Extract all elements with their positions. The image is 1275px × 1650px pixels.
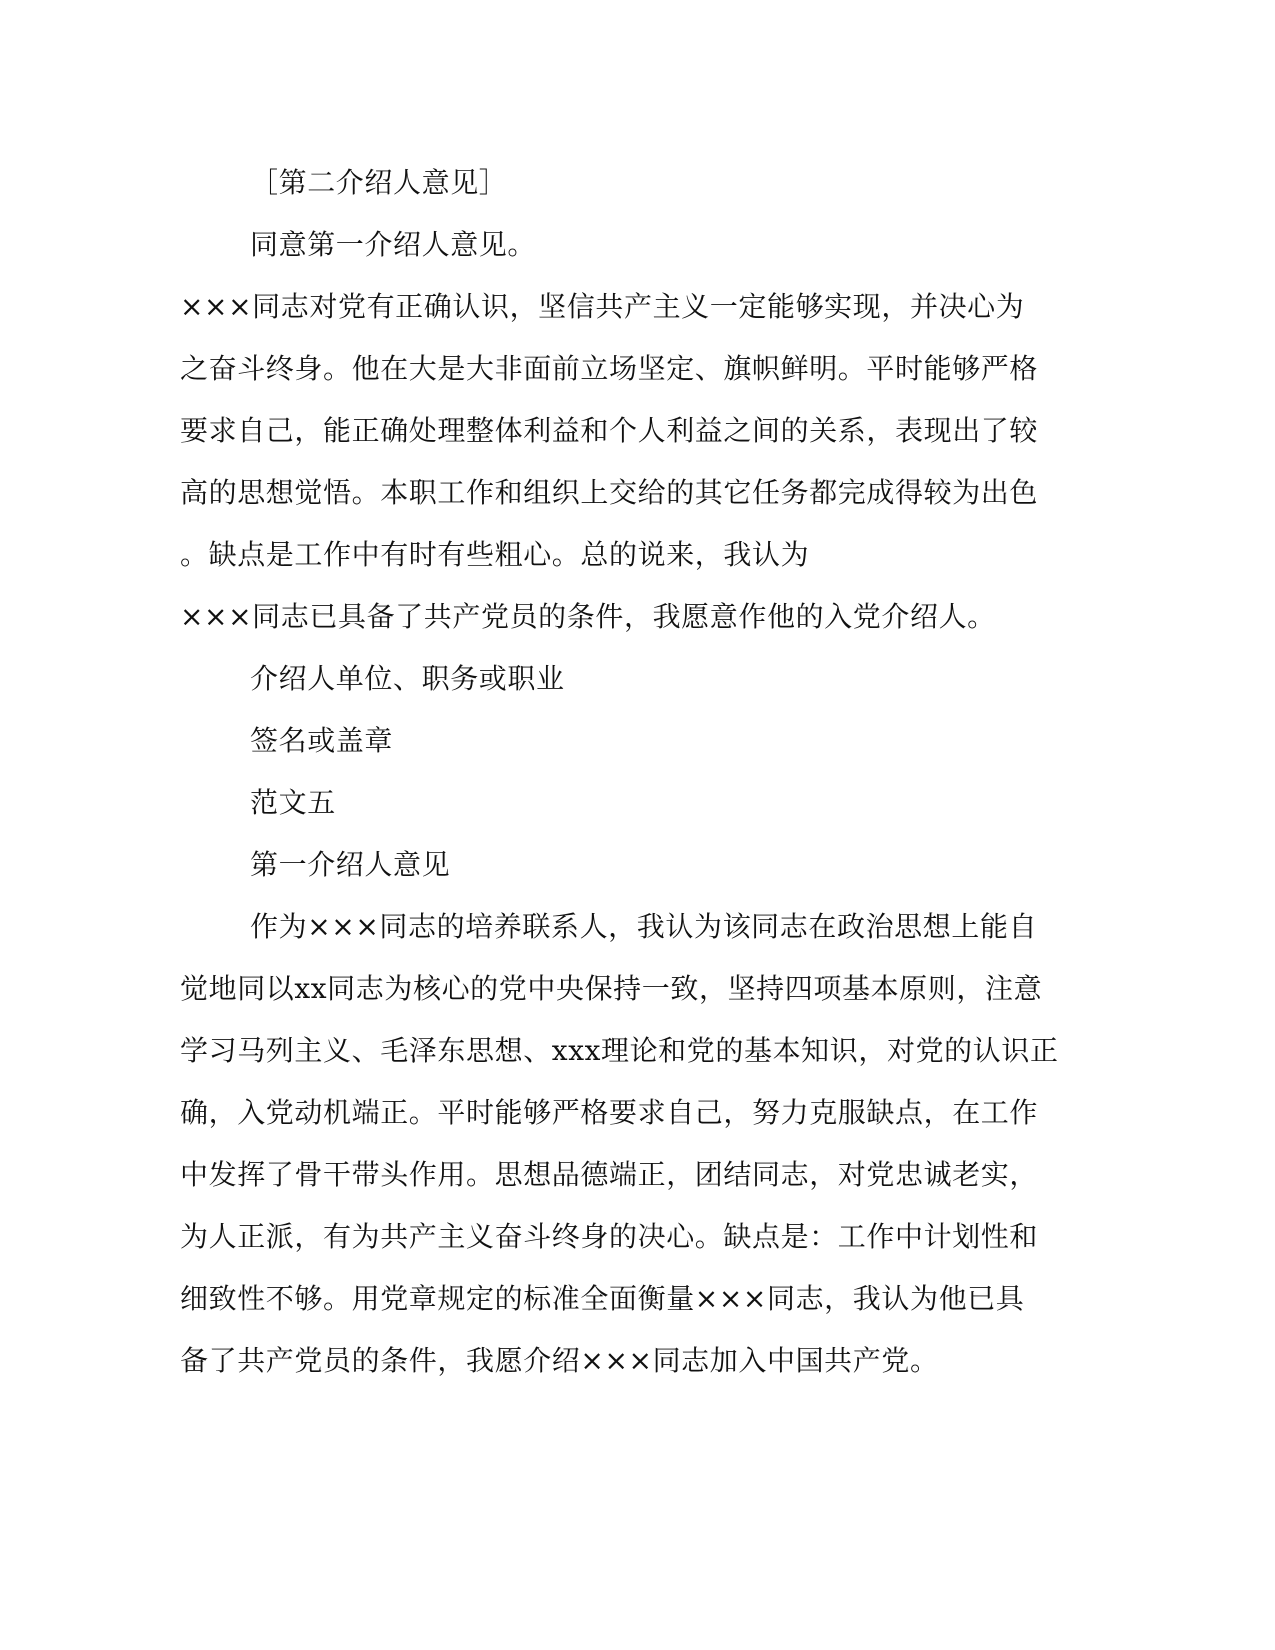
section-heading-first-introducer: 第一介绍人意见 bbox=[250, 848, 451, 881]
text-line: 作为×××同志的培养联系人，我认为该同志在政治思想上能自 bbox=[250, 910, 1038, 943]
introducer-unit-label: 介绍人单位、职务或职业 bbox=[250, 662, 565, 695]
signature-label: 签名或盖章 bbox=[250, 724, 394, 757]
text-line: ×××同志对党有正确认识，坚信共产主义一定能够实现，并决心为 bbox=[180, 290, 1025, 323]
text-line: 细致性不够。用党章规定的标准全面衡量×××同志，我认为他已具 bbox=[180, 1282, 1025, 1315]
text-line: 学习马列主义、毛泽东思想、xxx理论和党的基本知识，对党的认识正 bbox=[180, 1034, 1059, 1067]
text-line: ×××同志已具备了共产党员的条件，我愿意作他的入党介绍人。 bbox=[180, 600, 996, 633]
text-line: 中发挥了骨干带头作用。思想品德端正，团结同志，对党忠诚老实， bbox=[180, 1158, 1039, 1191]
text-line: 觉地同以xx同志为核心的党中央保持一致，坚持四项基本原则，注意 bbox=[180, 972, 1043, 1005]
text-line: 。缺点是工作中有时有些粗心。总的说来，我认为 bbox=[180, 538, 810, 571]
text-line: 同意第一介绍人意见。 bbox=[250, 228, 537, 261]
text-line: 确，入党动机端正。平时能够严格要求自己，努力克服缺点，在工作 bbox=[180, 1096, 1039, 1129]
text-line: 要求自己，能正确处理整体利益和个人利益之间的关系，表现出了较 bbox=[180, 414, 1039, 447]
text-line: 备了共产党员的条件，我愿介绍×××同志加入中国共产党。 bbox=[180, 1344, 939, 1377]
text-line: 为人正派，有为共产主义奋斗终身的决心。缺点是：工作中计划性和 bbox=[180, 1220, 1039, 1253]
text-line: 之奋斗终身。他在大是大非面前立场坚定、旗帜鲜明。平时能够严格 bbox=[180, 352, 1039, 385]
section-heading-sample-five: 范文五 bbox=[250, 786, 336, 819]
section-heading-second-introducer: ［第二介绍人意见］ bbox=[250, 166, 508, 199]
text-line: 高的思想觉悟。本职工作和组织上交给的其它任务都完成得较为出色 bbox=[180, 476, 1039, 509]
